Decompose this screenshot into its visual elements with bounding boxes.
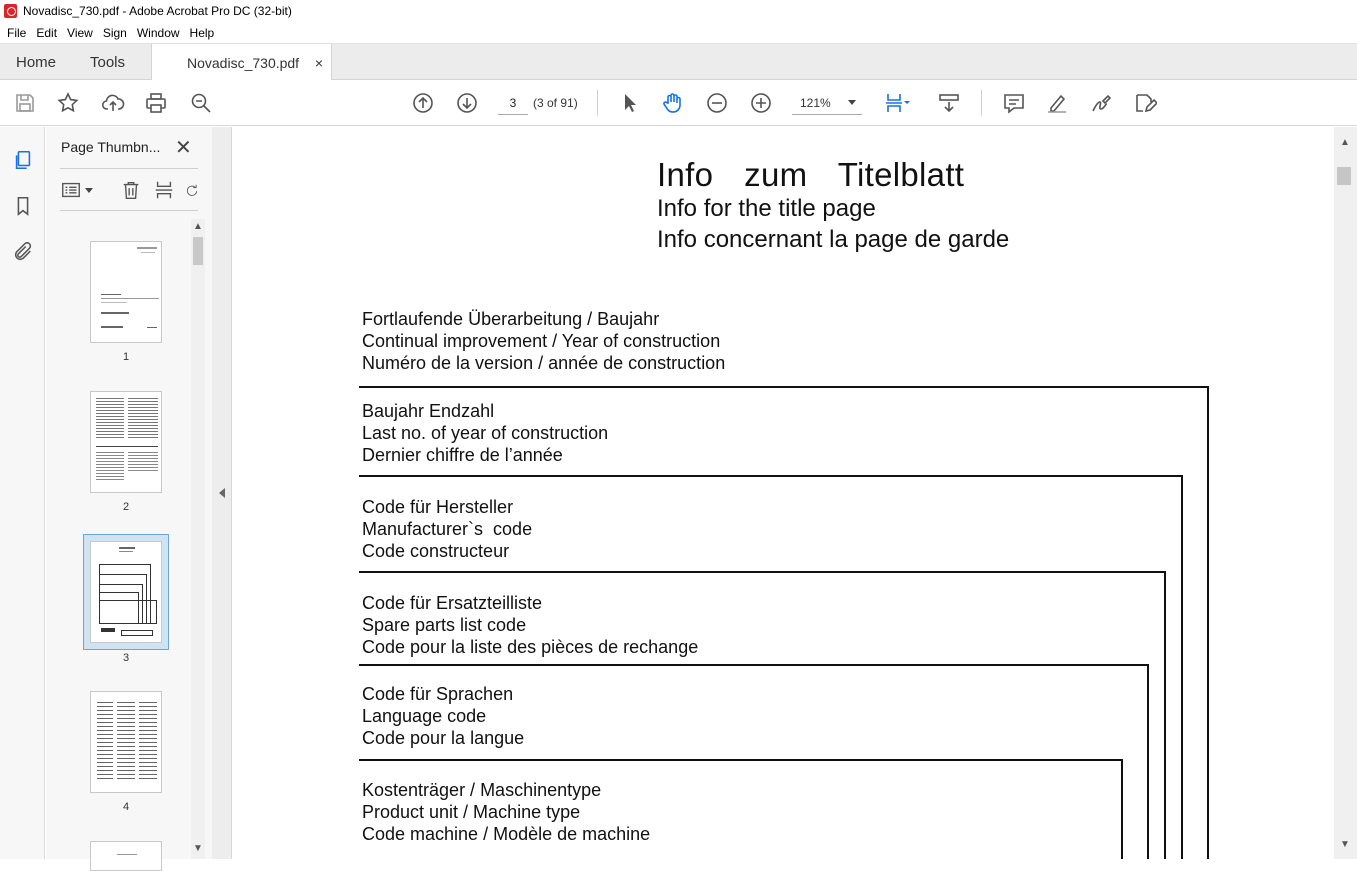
chevron-down-icon [848, 100, 856, 105]
next-page-icon[interactable] [453, 89, 481, 117]
page-subheading-fr: Info concernant la page de garde [657, 226, 1010, 253]
text-line: Spare parts list code [362, 615, 527, 635]
upload-icon[interactable] [99, 89, 127, 117]
text-line: Code pour la langue [362, 728, 525, 748]
comment-icon[interactable] [1000, 89, 1028, 117]
text-line: Fortlaufende Überarbeitung / Baujahr [362, 309, 660, 329]
page-display-icon[interactable] [879, 89, 917, 117]
scrollbar-thumb[interactable] [1337, 167, 1351, 185]
text-line: Baujahr Endzahl [362, 401, 495, 421]
page-number-input[interactable] [498, 91, 528, 115]
text-line: Kostenträger / Maschinentype [362, 780, 602, 800]
page-heading: Info zum Titelblatt [657, 156, 965, 193]
document-viewer[interactable] [232, 127, 1334, 859]
scroll-mode-icon[interactable] [935, 89, 963, 117]
collapse-panel-handle[interactable] [212, 127, 232, 859]
text-line: Manufacturer`s code [362, 519, 533, 539]
text-line: Language code [362, 706, 487, 726]
scroll-up-icon[interactable]: ▲ [193, 221, 203, 232]
text-line: Code constructeur [362, 541, 510, 561]
text-line: Numéro de la version / année de construction [362, 353, 726, 373]
page-thumbnail-2[interactable] [90, 391, 162, 493]
tab-document[interactable] [152, 44, 332, 81]
tab-document-label: Novadisc_730.pdf [187, 54, 300, 71]
bracket-line [359, 664, 1149, 666]
zoom-value: 121% [800, 95, 831, 110]
page-thumbnail-4[interactable] [90, 691, 162, 793]
window-title: Novadisc_730.pdf - Adobe Acrobat Pro DC (32-bit) [23, 4, 292, 18]
left-navigation-rail [0, 127, 45, 859]
document-scrollbar[interactable] [1334, 127, 1357, 859]
bracket-line [1147, 664, 1149, 859]
info-block-year [362, 400, 608, 466]
toolbar-separator [981, 90, 982, 116]
text-line: Code für Hersteller [362, 497, 514, 517]
main-toolbar [0, 80, 1357, 126]
window-title-bar [0, 0, 1357, 22]
sign-icon[interactable] [1087, 89, 1115, 117]
page-number-3: 3 [122, 652, 130, 664]
text-line: Code für Ersatzteilliste [362, 593, 543, 613]
page-thumbnail-1[interactable] [90, 241, 162, 343]
chevron-down-icon [85, 188, 93, 193]
info-block-manufacturer [362, 496, 532, 562]
page-number-4: 4 [122, 801, 130, 813]
text-line: Code für Sprachen [362, 684, 514, 704]
scroll-down-icon[interactable]: ▼ [1340, 839, 1350, 850]
highlight-icon[interactable] [1043, 89, 1071, 117]
zoom-dropdown[interactable] [792, 91, 862, 115]
save-icon[interactable] [11, 89, 39, 117]
menu-file[interactable]: File [7, 25, 27, 40]
zoom-in-icon[interactable] [747, 89, 775, 117]
page-count-label: (3 of 91) [533, 96, 578, 110]
panel-divider [60, 168, 198, 169]
page-subheading-en: Info for the title page [657, 195, 876, 222]
info-block-spare-parts [362, 592, 698, 658]
tab-home[interactable]: Home [16, 53, 57, 71]
scrollbar-thumb[interactable] [193, 237, 203, 265]
close-panel-icon[interactable]: ✕ [175, 137, 192, 159]
attachment-icon[interactable] [10, 239, 36, 265]
text-line: Dernier chiffre de l’année [362, 445, 563, 465]
rotate-page-icon[interactable] [185, 179, 199, 201]
bracket-line [1121, 759, 1123, 859]
menu-view[interactable]: View [67, 25, 93, 40]
select-cursor-icon[interactable] [615, 89, 643, 117]
zoom-out-icon[interactable] [703, 89, 731, 117]
print-icon[interactable] [142, 89, 170, 117]
hand-tool-icon[interactable] [659, 89, 687, 117]
scroll-down-icon[interactable]: ▼ [193, 843, 203, 854]
search-zoom-icon[interactable] [187, 89, 215, 117]
info-block-machine-type [362, 779, 650, 845]
tab-bar [0, 43, 1357, 80]
menu-window[interactable]: Window [136, 25, 180, 40]
text-line: Product unit / Machine type [362, 802, 581, 822]
bracket-line [359, 475, 1183, 477]
thumbnail-scrollbar[interactable] [191, 219, 205, 859]
bracket-line [1181, 475, 1183, 859]
edit-pdf-icon[interactable] [1131, 89, 1159, 117]
bracket-line [359, 759, 1123, 761]
extract-page-icon[interactable] [153, 179, 175, 201]
bracket-line [359, 386, 1209, 388]
menu-help[interactable]: Help [189, 25, 215, 40]
bracket-line [1207, 386, 1209, 859]
info-block-version [362, 308, 725, 374]
thumbnail-options-icon[interactable] [60, 179, 93, 201]
menu-edit[interactable]: Edit [36, 25, 58, 40]
bracket-line [359, 571, 1166, 573]
panel-title: Page Thumbn... [61, 139, 161, 155]
page-thumbnails-icon[interactable] [10, 147, 36, 173]
close-tab-icon[interactable]: × [314, 54, 323, 71]
text-line: Code pour la liste des pièces de rechange [362, 637, 699, 657]
info-block-language [362, 683, 524, 749]
bracket-line [1164, 571, 1166, 859]
text-line: Last no. of year of construction [362, 423, 609, 443]
toolbar-separator [597, 90, 598, 116]
delete-page-icon[interactable] [120, 179, 142, 201]
menu-sign[interactable]: Sign [102, 25, 127, 40]
page-number-2: 2 [122, 501, 130, 513]
scroll-up-icon[interactable]: ▲ [1340, 137, 1350, 148]
text-line: Code machine / Modèle de machine [362, 824, 651, 844]
page-number-1: 1 [122, 351, 130, 363]
tab-tools[interactable]: Tools [74, 44, 152, 80]
panel-divider [60, 210, 198, 211]
page-thumbnail-5[interactable] [90, 841, 162, 871]
bookmark-icon[interactable] [10, 193, 36, 219]
menu-bar [0, 22, 1357, 43]
acrobat-app-icon [4, 4, 17, 18]
bookmark-star-icon[interactable] [54, 89, 82, 117]
collapse-arrow-icon [219, 488, 225, 498]
prev-page-icon[interactable] [409, 89, 437, 117]
text-line: Continual improvement / Year of construction [362, 331, 721, 351]
page-thumbnails-panel [46, 127, 212, 859]
page-thumbnail-3[interactable] [90, 541, 162, 643]
